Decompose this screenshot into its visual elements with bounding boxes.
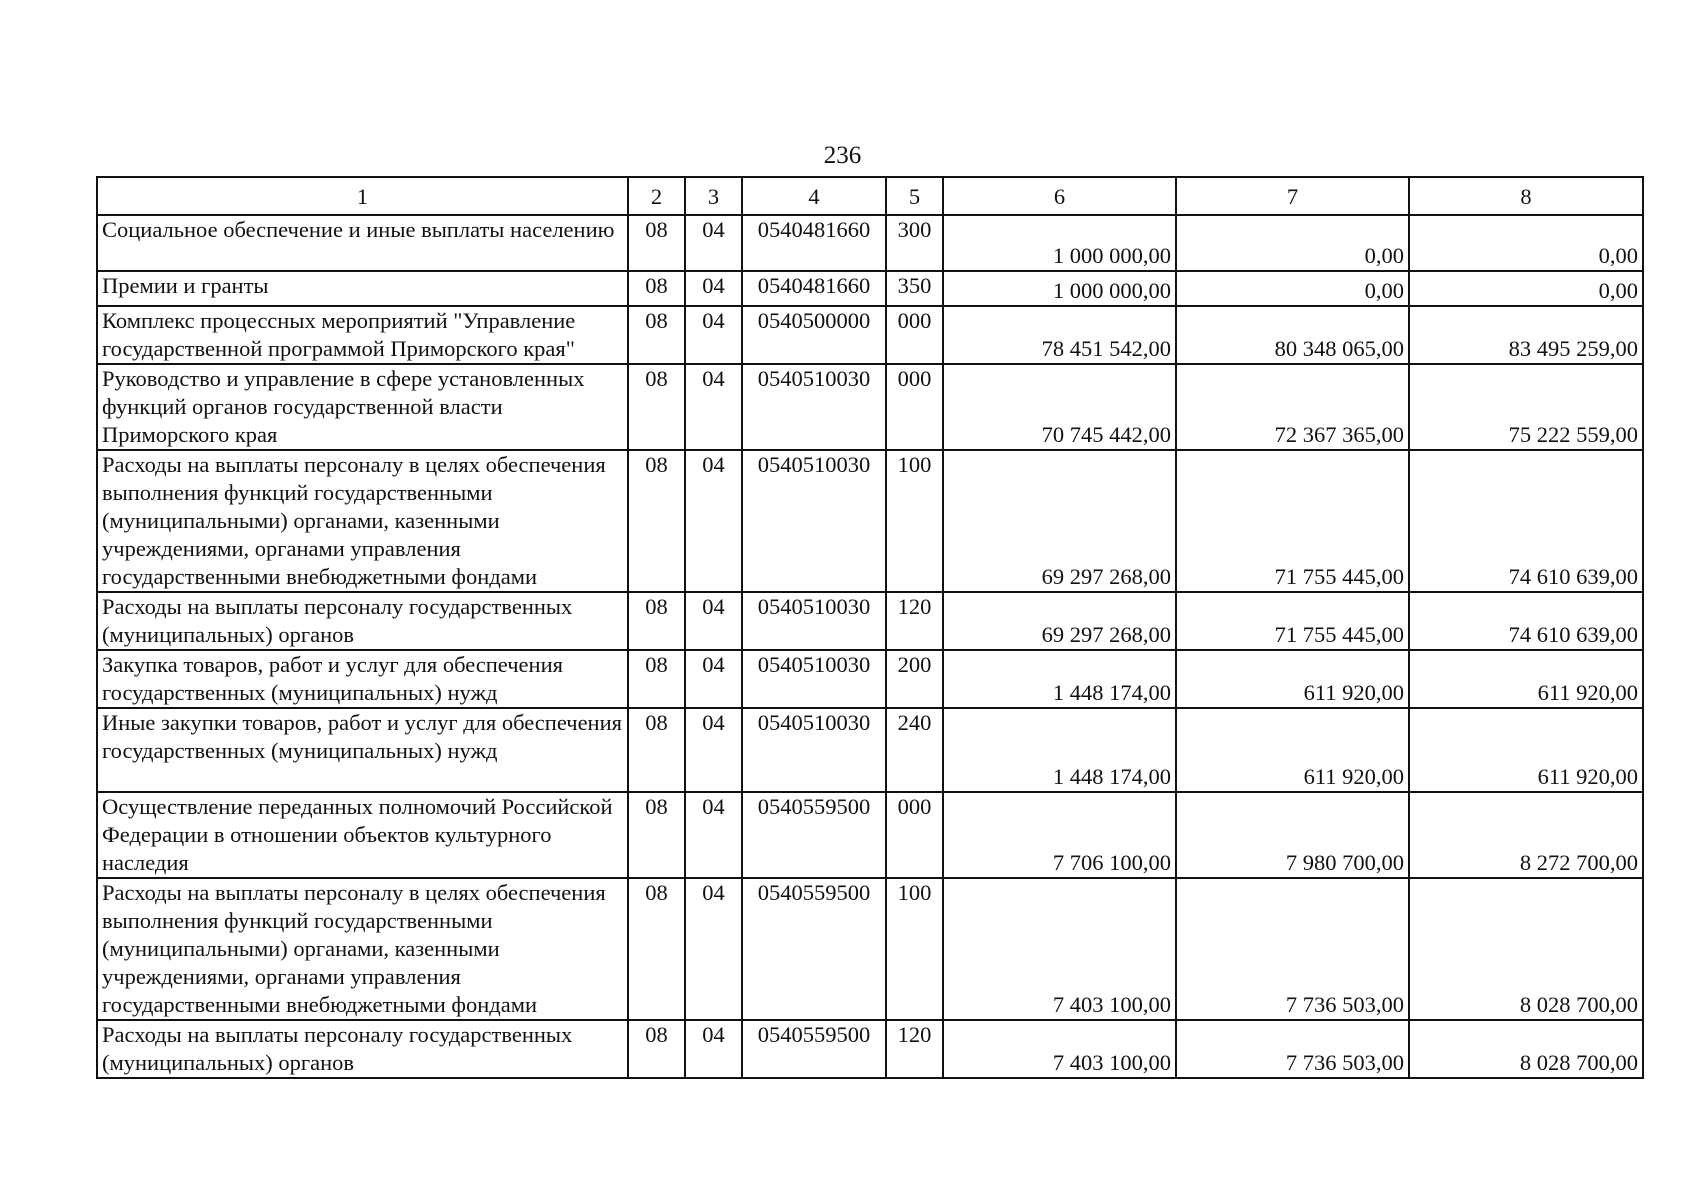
amount-col8: 611 920,00 <box>1409 708 1643 792</box>
subsection-code: 04 <box>685 271 742 306</box>
target-article-code: 0540510030 <box>742 592 886 650</box>
amount-col6: 69 297 268,00 <box>943 592 1176 650</box>
amount-col8: 8 028 700,00 <box>1409 878 1643 1020</box>
column-header: 6 <box>943 177 1176 215</box>
amount-col7: 0,00 <box>1176 215 1409 271</box>
expense-type-code: 100 <box>886 878 943 1020</box>
amount-col6: 1 000 000,00 <box>943 215 1176 271</box>
target-article-code: 0540510030 <box>742 364 886 450</box>
target-article-code: 0540559500 <box>742 1020 886 1078</box>
section-code: 08 <box>628 792 685 878</box>
section-code: 08 <box>628 364 685 450</box>
amount-col8: 0,00 <box>1409 271 1643 306</box>
expense-type-code: 100 <box>886 450 943 592</box>
section-code: 08 <box>628 592 685 650</box>
amount-col8: 74 610 639,00 <box>1409 450 1643 592</box>
subsection-code: 04 <box>685 306 742 364</box>
table-row <box>97 792 1643 878</box>
table-row <box>97 215 1643 271</box>
subsection-code: 04 <box>685 708 742 792</box>
amount-col8: 8 272 700,00 <box>1409 792 1643 878</box>
target-article-code: 0540559500 <box>742 792 886 878</box>
expense-type-code: 120 <box>886 592 943 650</box>
amount-col8: 0,00 <box>1409 215 1643 271</box>
row-name: Руководство и управление в сфере установленных функций органов государственной власти Приморского края <box>97 364 628 450</box>
expense-type-code: 000 <box>886 306 943 364</box>
expense-type-code: 300 <box>886 215 943 271</box>
amount-col7: 80 348 065,00 <box>1176 306 1409 364</box>
amount-col7: 611 920,00 <box>1176 650 1409 708</box>
amount-col7: 7 980 700,00 <box>1176 792 1409 878</box>
page-number: 236 <box>823 142 862 169</box>
amount-col7: 71 755 445,00 <box>1176 592 1409 650</box>
row-name: Комплекс процессных мероприятий "Управление государственной программой Приморского края" <box>97 306 628 364</box>
amount-col6: 7 403 100,00 <box>943 878 1176 1020</box>
table-row <box>97 708 1643 792</box>
row-name: Расходы на выплаты персоналу в целях обеспечения выполнения функций государственными (муниципальными) органами, казенными учреждениями, органами управления государственными внебюджетными фондами <box>97 878 628 1020</box>
section-code: 08 <box>628 1020 685 1078</box>
row-name: Иные закупки товаров, работ и услуг для обеспечения государственных (муниципальных) нужд <box>97 708 628 792</box>
table-row <box>97 306 1643 364</box>
table-row <box>97 364 1643 450</box>
amount-col6: 7 706 100,00 <box>943 792 1176 878</box>
row-name: Закупка товаров, работ и услуг для обеспечения государственных (муниципальных) нужд <box>97 650 628 708</box>
column-header: 3 <box>685 177 742 215</box>
amount-col6: 78 451 542,00 <box>943 306 1176 364</box>
table-row <box>97 878 1643 1020</box>
table-row <box>97 271 1643 306</box>
section-code: 08 <box>628 878 685 1020</box>
column-number-row <box>97 177 1643 215</box>
amount-col8: 83 495 259,00 <box>1409 306 1643 364</box>
column-header: 2 <box>628 177 685 215</box>
target-article-code: 0540510030 <box>742 708 886 792</box>
amount-col8: 74 610 639,00 <box>1409 592 1643 650</box>
section-code: 08 <box>628 650 685 708</box>
table-row <box>97 450 1643 592</box>
column-header: 5 <box>886 177 943 215</box>
subsection-code: 04 <box>685 1020 742 1078</box>
subsection-code: 04 <box>685 792 742 878</box>
amount-col6: 7 403 100,00 <box>943 1020 1176 1078</box>
amount-col7: 7 736 503,00 <box>1176 878 1409 1020</box>
target-article-code: 0540510030 <box>742 650 886 708</box>
amount-col8: 8 028 700,00 <box>1409 1020 1643 1078</box>
section-code: 08 <box>628 708 685 792</box>
amount-col8: 75 222 559,00 <box>1409 364 1643 450</box>
section-code: 08 <box>628 271 685 306</box>
row-name: Премии и гранты <box>97 271 628 306</box>
subsection-code: 04 <box>685 450 742 592</box>
amount-col7: 0,00 <box>1176 271 1409 306</box>
table-row <box>97 1020 1643 1078</box>
expense-type-code: 000 <box>886 364 943 450</box>
subsection-code: 04 <box>685 878 742 1020</box>
section-code: 08 <box>628 450 685 592</box>
expense-type-code: 120 <box>886 1020 943 1078</box>
target-article-code: 0540559500 <box>742 878 886 1020</box>
row-name: Осуществление переданных полномочий Российской Федерации в отношении объектов культурного наследия <box>97 792 628 878</box>
expense-type-code: 240 <box>886 708 943 792</box>
row-name: Расходы на выплаты персоналу государственных (муниципальных) органов <box>97 1020 628 1078</box>
expense-type-code: 000 <box>886 792 943 878</box>
amount-col7: 72 367 365,00 <box>1176 364 1409 450</box>
amount-col8: 611 920,00 <box>1409 650 1643 708</box>
column-header: 4 <box>742 177 886 215</box>
section-code: 08 <box>628 306 685 364</box>
target-article-code: 0540481660 <box>742 271 886 306</box>
target-article-code: 0540500000 <box>742 306 886 364</box>
table-row <box>97 592 1643 650</box>
section-code: 08 <box>628 215 685 271</box>
subsection-code: 04 <box>685 215 742 271</box>
table-row <box>97 650 1643 708</box>
expense-type-code: 200 <box>886 650 943 708</box>
amount-col7: 611 920,00 <box>1176 708 1409 792</box>
column-header: 8 <box>1409 177 1643 215</box>
target-article-code: 0540481660 <box>742 215 886 271</box>
target-article-code: 0540510030 <box>742 450 886 592</box>
amount-col6: 1 448 174,00 <box>943 708 1176 792</box>
amount-col7: 71 755 445,00 <box>1176 450 1409 592</box>
row-name: Расходы на выплаты персоналу в целях обеспечения выполнения функций государственными (муниципальными) органами, казенными учреждениями, органами управления государственными внебюджетными фондами <box>97 450 628 592</box>
budget-table <box>96 176 1644 1079</box>
subsection-code: 04 <box>685 650 742 708</box>
subsection-code: 04 <box>685 592 742 650</box>
column-header: 7 <box>1176 177 1409 215</box>
row-name: Социальное обеспечение и иные выплаты населению <box>97 215 628 271</box>
amount-col6: 1 000 000,00 <box>943 271 1176 306</box>
row-name: Расходы на выплаты персоналу государственных (муниципальных) органов <box>97 592 628 650</box>
column-header: 1 <box>97 177 628 215</box>
amount-col7: 7 736 503,00 <box>1176 1020 1409 1078</box>
subsection-code: 04 <box>685 364 742 450</box>
amount-col6: 69 297 268,00 <box>943 450 1176 592</box>
expense-type-code: 350 <box>886 271 943 306</box>
amount-col6: 1 448 174,00 <box>943 650 1176 708</box>
amount-col6: 70 745 442,00 <box>943 364 1176 450</box>
